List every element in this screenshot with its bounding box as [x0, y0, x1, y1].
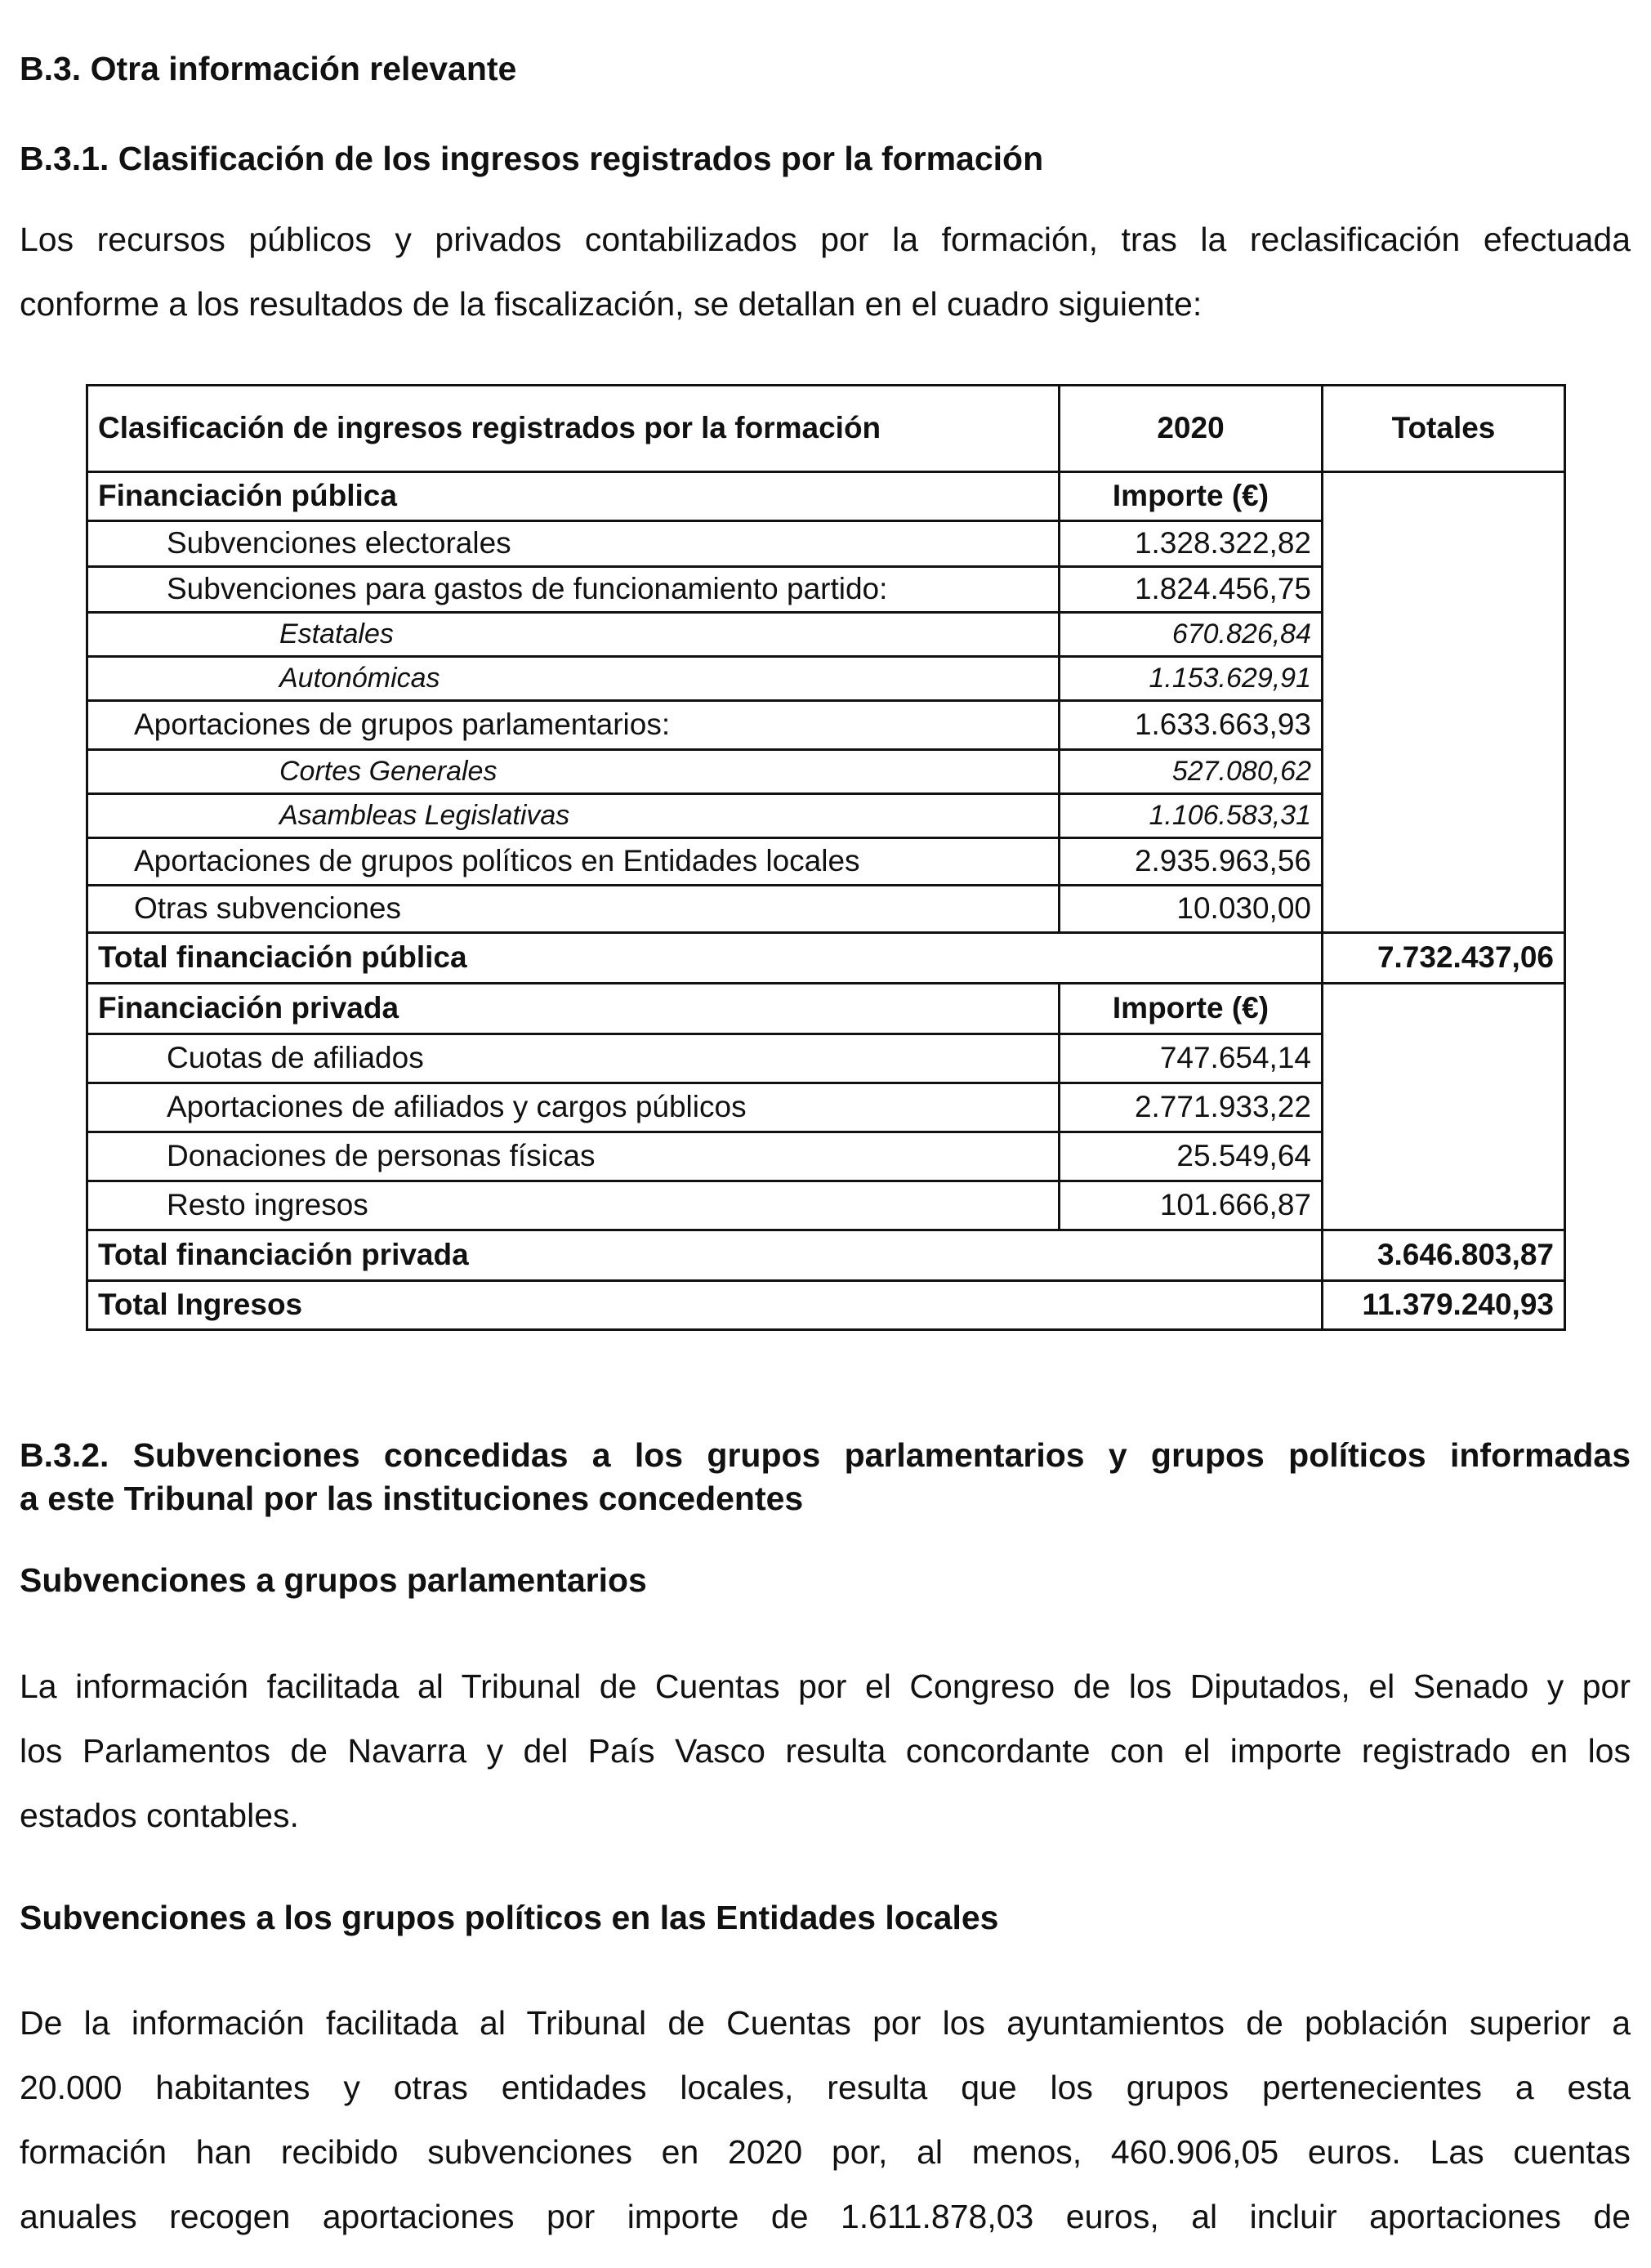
row-label: Otras subvenciones — [87, 886, 1060, 933]
row-label: Subvenciones electorales — [87, 521, 1060, 567]
public-amount-label: Importe (€) — [1060, 472, 1323, 521]
grand-total-label: Total Ingresos — [87, 1281, 1323, 1330]
row-value: 670.826,84 — [1060, 613, 1323, 657]
row-label: Asambleas Legislativas — [87, 794, 1060, 838]
local-line-2: 20.000 habitantes y otras entidades locales, resulta que los grupos pertenecientes a esta — [20, 2069, 1631, 2106]
intro-line-1: Los recursos públicos y privados contabilizados por la formación, tras la reclasificación efectuada — [20, 221, 1631, 258]
row-value: 25.549,64 — [1060, 1132, 1323, 1181]
header-concept: Clasificación de ingresos registrados por la formación — [87, 386, 1060, 472]
grand-total-value: 11.379.240,93 — [1323, 1281, 1565, 1330]
private-total-row — [87, 1230, 1565, 1281]
row-value: 1.824.456,75 — [1060, 567, 1323, 613]
parliamentary-line-3: estados contables. — [20, 1797, 299, 1834]
row-value: 747.654,14 — [1060, 1034, 1323, 1083]
subheading-local-entities: Subvenciones a los grupos políticos en las Entidades locales — [20, 1899, 999, 1936]
public-total-label: Total financiación pública — [87, 933, 1323, 984]
private-amount-label: Importe (€) — [1060, 984, 1323, 1034]
public-section-row — [87, 472, 1565, 521]
section-heading-b31: B.3.1. Clasificación de los ingresos registrados por la formación — [20, 140, 1044, 177]
row-value: 1.153.629,91 — [1060, 657, 1323, 701]
row-value: 10.030,00 — [1060, 886, 1323, 933]
row-label: Donaciones de personas físicas — [87, 1132, 1060, 1181]
row-label: Aportaciones de afiliados y cargos públicos — [87, 1083, 1060, 1132]
section-heading-b3: B.3. Otra información relevante — [20, 50, 517, 87]
row-value: 101.666,87 — [1060, 1181, 1323, 1230]
row-value: 2.935.963,56 — [1060, 838, 1323, 886]
income-classification-table — [86, 384, 1566, 1331]
row-label: Aportaciones de grupos políticos en Entidades locales — [87, 838, 1060, 886]
local-line-1: De la información facilitada al Tribunal de Cuentas por los ayuntamientos de población superior a — [20, 2004, 1631, 2042]
intro-line-2: conforme a los resultados de la fiscalización, se detallan en el cuadro siguiente: — [20, 285, 1203, 323]
private-total-value: 3.646.803,87 — [1323, 1230, 1565, 1281]
subheading-parliamentary: Subvenciones a grupos parlamentarios — [20, 1561, 647, 1599]
row-label: Autonómicas — [87, 657, 1060, 701]
private-section-row — [87, 984, 1565, 1034]
row-label: Resto ingresos — [87, 1181, 1060, 1230]
parliamentary-line-2: los Parlamentos de Navarra y del País Vasco resulta concordante con el importe registrado en los — [20, 1732, 1631, 1770]
row-label: Estatales — [87, 613, 1060, 657]
parliamentary-line-1: La información facilitada al Tribunal de Cuentas por el Congreso de los Diputados, el Senado y por — [20, 1668, 1631, 1705]
header-totals: Totales — [1323, 386, 1565, 472]
public-total-value: 7.732.437,06 — [1323, 933, 1565, 984]
section-heading-b32-line2: a este Tribunal por las instituciones concedentes — [20, 1480, 804, 1517]
public-total-row — [87, 933, 1565, 984]
private-title: Financiación privada — [87, 984, 1060, 1034]
row-value: 2.771.933,22 — [1060, 1083, 1323, 1132]
private-totals-blank — [1323, 984, 1565, 1230]
row-label: Aportaciones de grupos parlamentarios: — [87, 701, 1060, 750]
section-heading-b32-line1: B.3.2. Subvenciones concedidas a los grupos parlamentarios y grupos políticos informadas — [20, 1436, 1631, 1474]
local-line-4: anuales recogen aportaciones por importe de 1.611.878,03 euros, al incluir aportaciones de — [20, 2198, 1631, 2235]
row-label: Cuotas de afiliados — [87, 1034, 1060, 1083]
header-year: 2020 — [1060, 386, 1323, 472]
row-label: Subvenciones para gastos de funcionamiento partido: — [87, 567, 1060, 613]
row-value: 1.633.663,93 — [1060, 701, 1323, 750]
public-title: Financiación pública — [87, 472, 1060, 521]
table-header-row — [87, 386, 1565, 472]
row-value: 527.080,62 — [1060, 750, 1323, 794]
grand-total-row — [87, 1281, 1565, 1330]
row-value: 1.328.322,82 — [1060, 521, 1323, 567]
private-total-label: Total financiación privada — [87, 1230, 1323, 1281]
local-line-3: formación han recibido subvenciones en 2020 por, al menos, 460.906,05 euros. Las cuentas — [20, 2133, 1631, 2171]
row-value: 1.106.583,31 — [1060, 794, 1323, 838]
public-totals-blank — [1323, 472, 1565, 933]
row-label: Cortes Generales — [87, 750, 1060, 794]
